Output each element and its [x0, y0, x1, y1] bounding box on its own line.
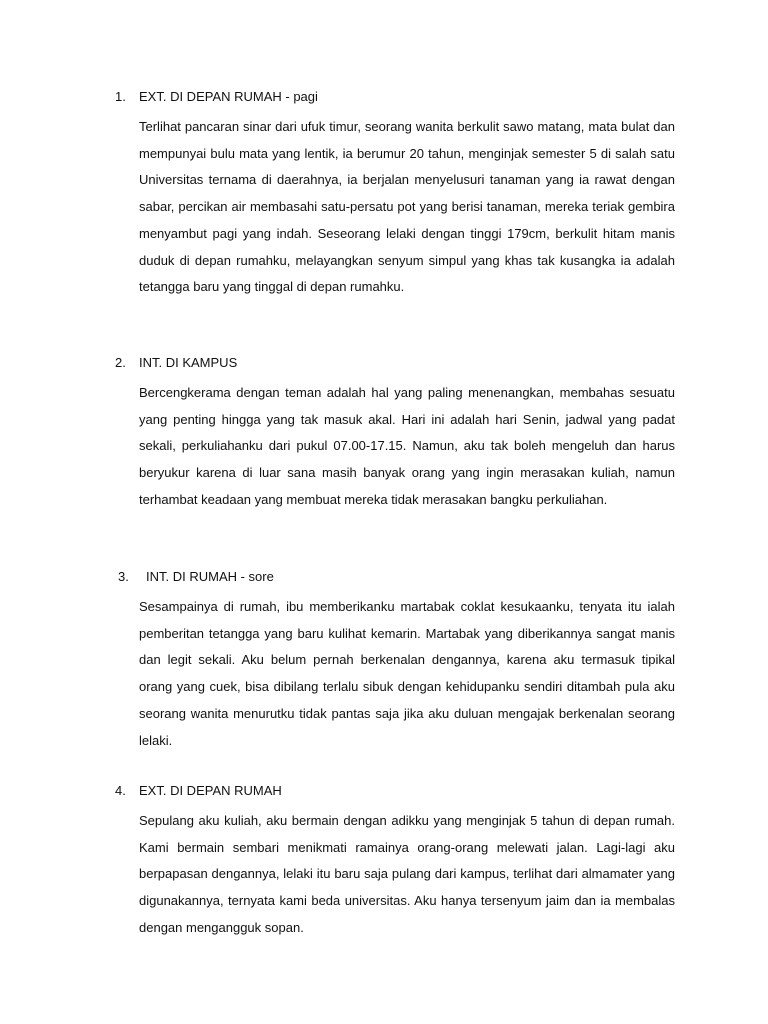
scene-body: Terlihat pancaran sinar dari ufuk timur, seorang wanita berkulit sawo matang, mata bulat dan mempunyai bulu mata yang lentik, ia berumur 20 tahun, menginjak semester 5 di salah satu Universitas ternama di daerahnya, ia berjalan menyelusuri tanaman yang ia rawat dengan sabar, percikan air membasahi satu-persatu pot yang berisi tanaman, mereka teriak gembira menyambut pagi yang indah. Seseorang lelaki dengan tinggi 179cm, berkulit hitam manis duduk di depan rumahku, melayangkan senyum simpul yang khas tak kusangka ia adalah tetangga baru yang tinggal di depan rumahku. — [139, 119, 675, 295]
scene-number: 3. — [118, 569, 129, 584]
scene-heading — [0, 781, 768, 801]
scene-number: 2. — [115, 355, 126, 370]
scene-title: INT. DI RUMAH - sore — [146, 569, 274, 584]
scene-body: Bercengkerama dengan teman adalah hal yang paling menenangkan, membahas sesuatu yang penting hingga yang tak masuk akal. Hari ini adalah hari Senin, jadwal yang padat sekali, perkuliahanku dari pukul 07.00-17.15. Namun, aku tak boleh mengeluh dan harus beryukur karena di luar sana masih banyak orang yang ingin merasakan kuliah, namun terhambat keadaan yang membuat mereka tidak merasakan bangku perkuliahan. — [139, 385, 675, 507]
scene-body: Sepulang aku kuliah, aku bermain dengan adikku yang menginjak 5 tahun di depan rumah. Kami bermain sembari menikmati ramainya orang-orang melewati jalan. Lagi-lagi aku berpapasan dengannya, lelaki itu baru saja pulang dari kampus, terlihat dari almamater yang digunakannya, ternyata kami beda universitas. Aku hanya tersenyum jaim dan ia membalas dengan mengangguk sopan. — [139, 813, 675, 935]
scene-title: EXT. DI DEPAN RUMAH - pagi — [139, 89, 318, 104]
scene-number: 1. — [115, 89, 126, 104]
scene-1 — [0, 87, 768, 295]
scene-heading — [0, 567, 768, 587]
scene-4 — [0, 781, 768, 935]
scene-number: 4. — [115, 783, 126, 798]
scene-2 — [0, 353, 768, 507]
scene-body: Sesampainya di rumah, ibu memberikanku martabak coklat kesukaanku, tenyata itu ialah pemberitan tetangga yang baru kulihat kemarin. Martabak yang diberikannya sangat manis dan legit sekali. Aku belum pernah berkenalan dengannya, karena aku termasuk tipikal orang yang cuek, bisa dibilang terlalu sibuk dengan kehidupanku sendiri ditambah pula aku seorang wanita menurutku tidak pantas saja jika aku duluan mengajak berkenalan seorang lelaki. — [139, 599, 675, 748]
scene-title: EXT. DI DEPAN RUMAH — [139, 783, 282, 798]
scene-3 — [0, 567, 768, 748]
scene-title: INT. DI KAMPUS — [139, 355, 238, 370]
scene-heading — [0, 353, 768, 373]
scene-heading — [0, 87, 768, 107]
